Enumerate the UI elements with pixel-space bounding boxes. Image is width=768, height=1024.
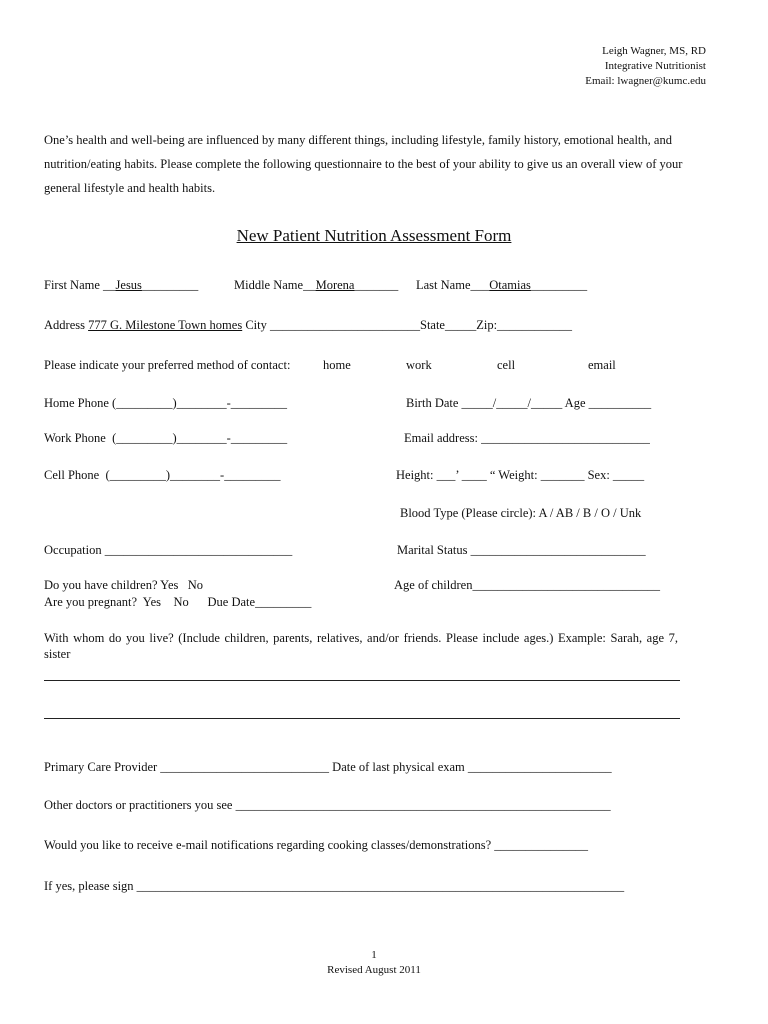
city-state-zip-fields[interactable]: City ________________________State_____Zip:____________ [242,318,573,332]
live-with-question: With whom do you live? (Include children, parents, relatives, and/or friends. Please include ages.) Example: Sarah, age 7, sister [44,631,678,661]
middle-name-label: Middle Name [234,278,304,292]
children-age-field[interactable]: Age of children______________________________ [394,578,660,592]
contact-option-work[interactable]: work [406,358,432,372]
page-number: 1 [371,949,377,961]
first-name-value[interactable]: Jesus [115,278,142,292]
cell-phone-field[interactable]: Cell Phone (_________)________-_________ [44,468,281,482]
home-phone-field[interactable]: Home Phone (_________)________-_________ [44,396,288,410]
provider-exam-field[interactable]: Primary Care Provider ___________________________ Date of last physical exam _______________________ [44,760,612,774]
name-row: First Name __Jesus_________ [44,278,199,292]
notifications-question[interactable]: Would you like to receive e-mail notifications regarding cooking classes/demonstrations? _______________ [44,838,589,852]
other-doctors-field[interactable]: Other doctors or practitioners you see ____________________________________________________________ [44,798,611,812]
last-name-label: Last Name [416,278,471,292]
address-label: Address [44,318,89,332]
middle-name-field: Middle Name__Morena_______ [234,278,399,292]
last-name-field: Last Name___Otamias_________ [416,278,588,292]
first-name-label: First Name [44,278,104,292]
intro-paragraph: One’s health and well-being are influenced by many different things, including lifestyle, family history, emotional health, and nutrition/eating habits. Please complete the following questionnaire to the best of your ability to give us an overall view of your general lifestyle and health habits. [44,133,683,195]
birth-date-age-field[interactable]: Birth Date _____/_____/_____ Age __________ [406,396,652,410]
provider-header [585,44,706,89]
contact-option-home[interactable]: home [323,358,351,372]
address-value[interactable]: 777 G. Milestone Town homes [88,318,243,332]
contact-option-cell[interactable]: cell [497,358,516,372]
address-row [44,317,572,333]
last-name-value[interactable]: Otamias [489,278,531,292]
blood-type-field[interactable]: Blood Type (Please circle): A / AB / B / O / Unk [400,506,642,520]
form-title: New Patient Nutrition Assessment Form [236,226,512,245]
revision-note: Revised August 2011 [327,964,421,976]
signature-field[interactable]: If yes, please sign ______________________________________________________________________________ [44,879,625,893]
marital-status-field[interactable]: Marital Status ____________________________ [397,543,646,557]
live-with-line-2[interactable] [44,718,680,719]
middle-name-value[interactable]: Morena [315,278,355,292]
email-address-field[interactable]: Email address: ___________________________ [404,431,650,445]
contact-option-email[interactable]: email [588,358,616,372]
live-with-line-1[interactable] [44,680,680,681]
provider-role: Integrative Nutritionist [604,60,706,72]
provider-email: Email: lwagner@kumc.edu [585,75,706,87]
pregnant-question[interactable]: Are you pregnant? Yes No Due Date_________ [44,595,312,609]
work-phone-field[interactable]: Work Phone (_________)________-_________ [44,431,288,445]
provider-name: Leigh Wagner, MS, RD [602,45,706,57]
occupation-field[interactable]: Occupation ______________________________ [44,543,293,557]
height-weight-sex-field[interactable]: Height: ___’ ____ “ Weight: _______ Sex: _____ [396,468,645,482]
children-question[interactable]: Do you have children? Yes No [44,578,204,592]
contact-method-label: Please indicate your preferred method of contact: [44,358,291,372]
